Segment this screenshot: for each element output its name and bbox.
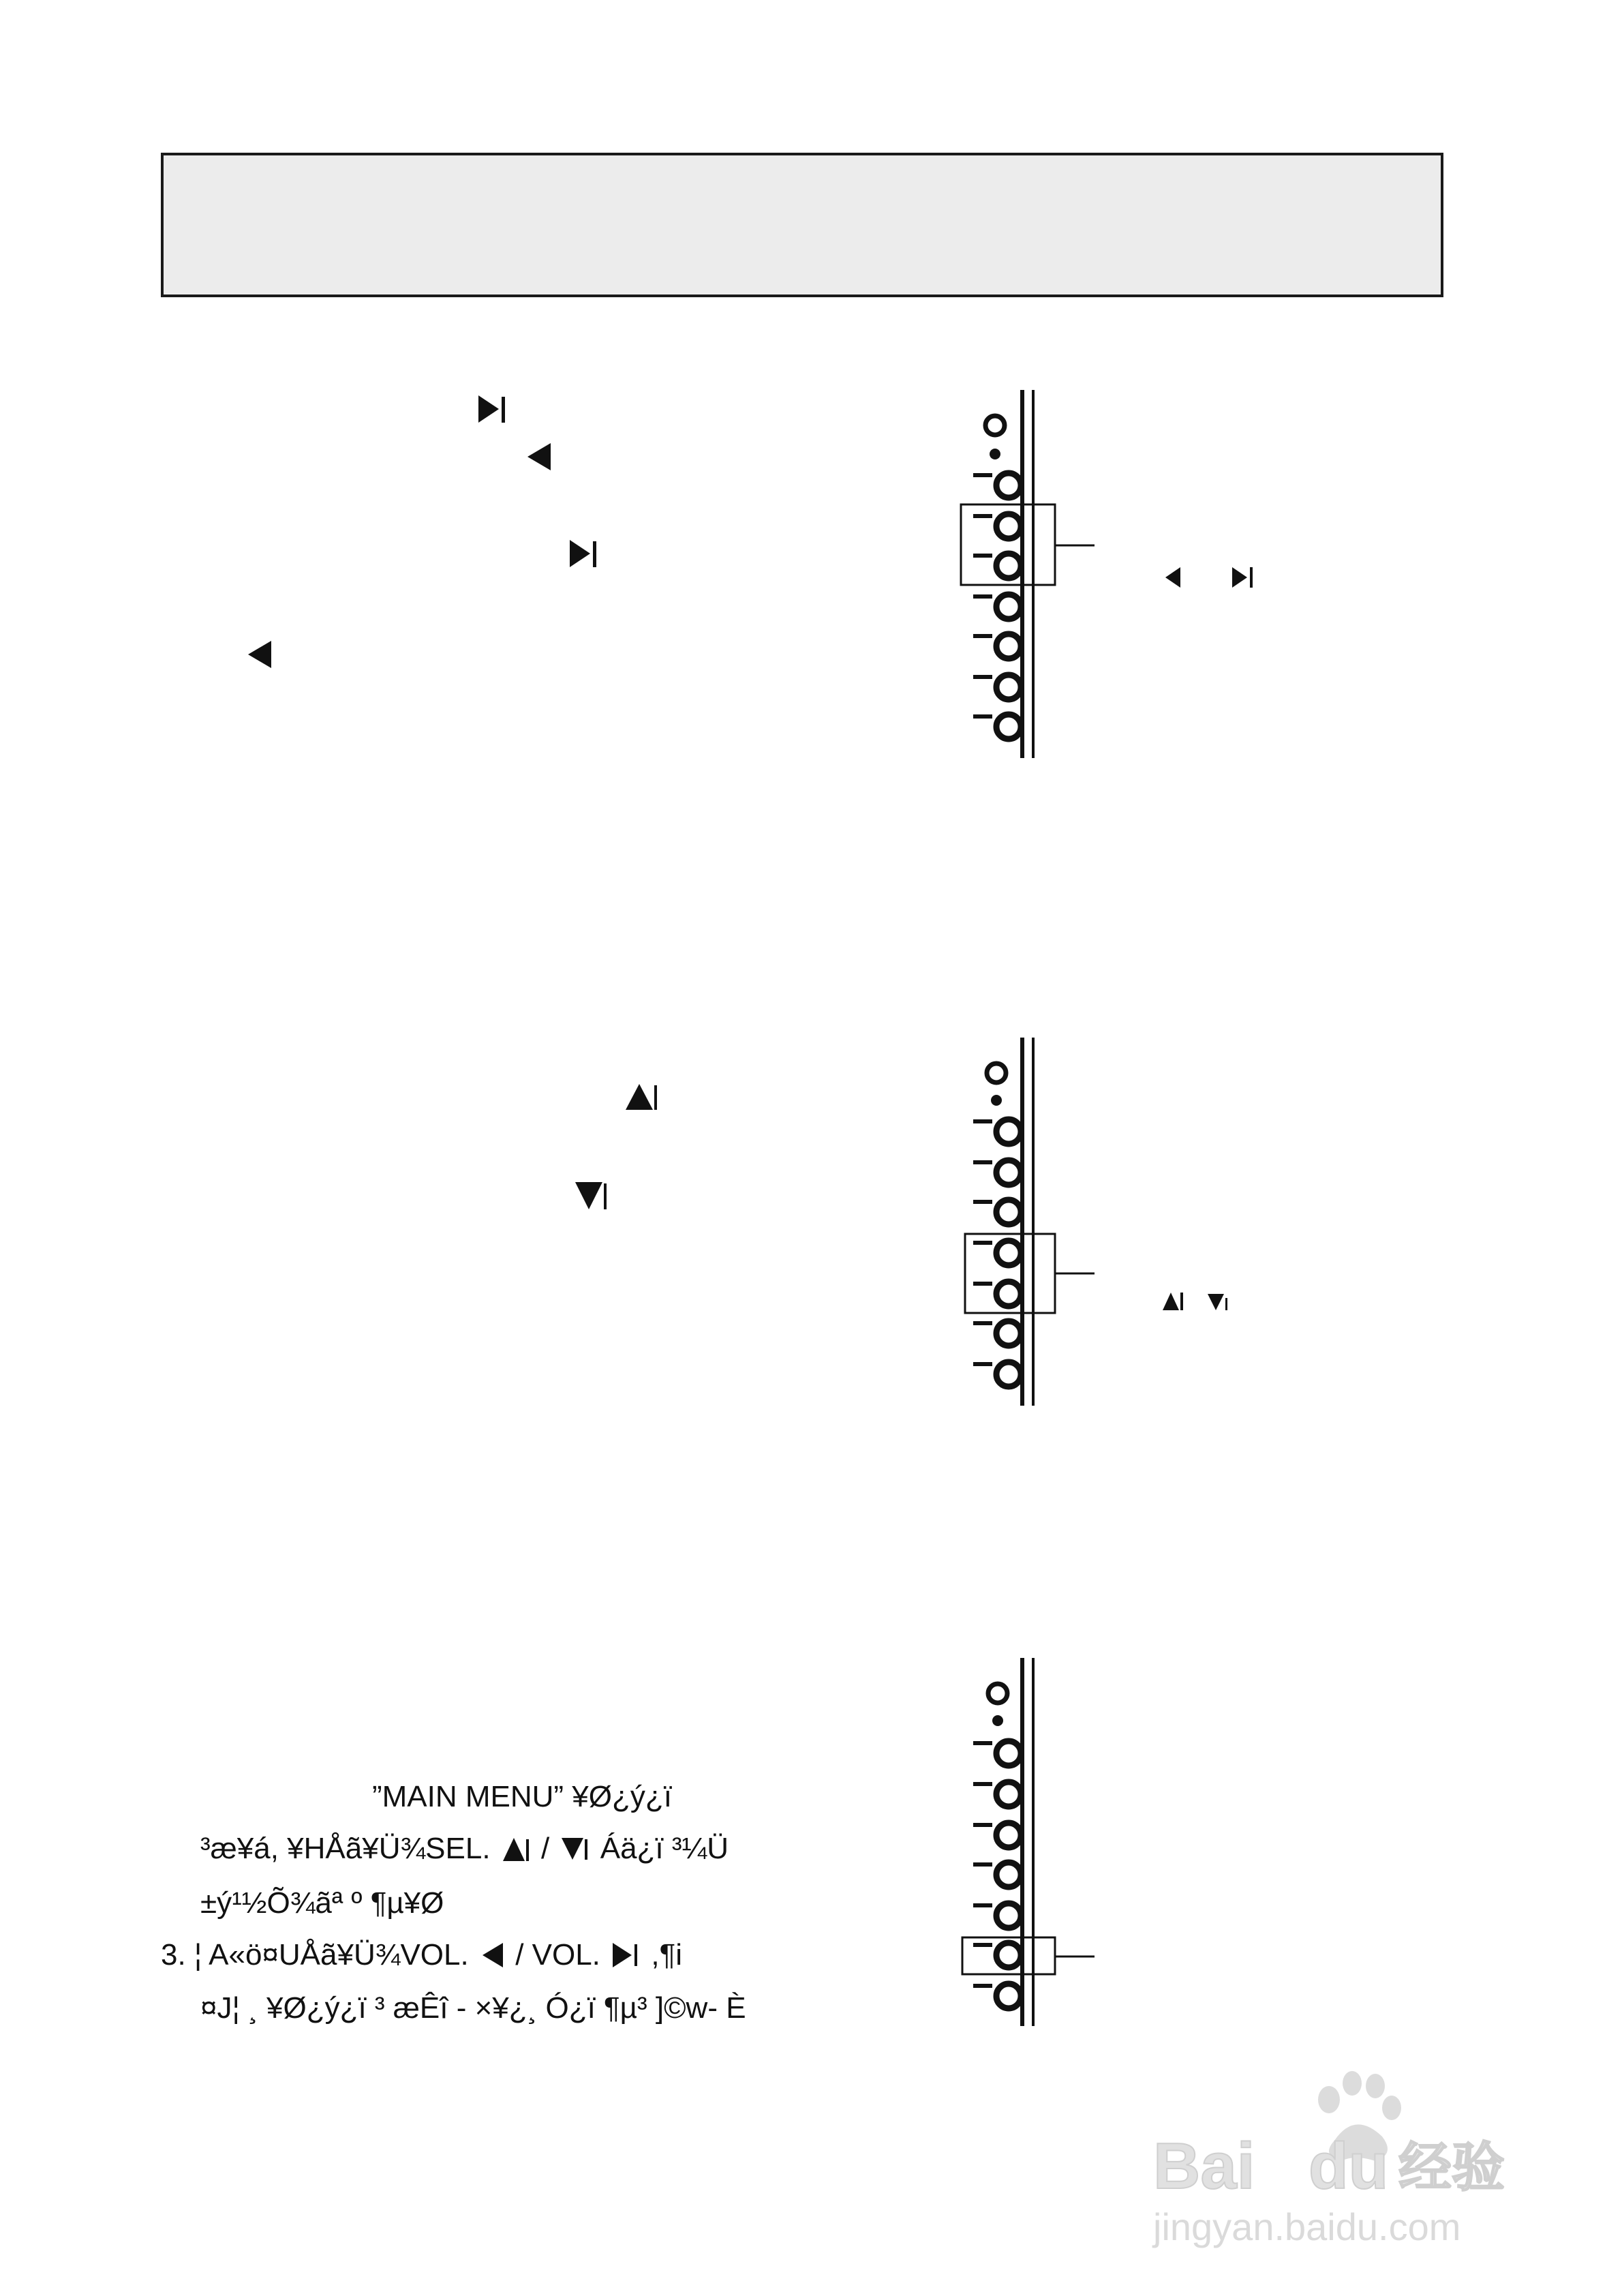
text-line — [200, 1886, 444, 1921]
watermark-url: jingyan.baidu.com — [1153, 2205, 1461, 2248]
left-arrow-icon — [245, 639, 273, 669]
header-box — [161, 153, 1443, 297]
text-line — [200, 1831, 729, 1867]
text-line — [200, 1991, 746, 2026]
watermark-brand: Bai — [1153, 2130, 1255, 2203]
up-arrow-icon — [502, 1835, 530, 1862]
text-line-4-tail: ,¶i — [651, 1938, 683, 1972]
text-line — [161, 1937, 682, 1973]
slash-separator: / — [515, 1938, 532, 1972]
left-arrow-icon — [480, 1942, 504, 1969]
slash-separator: / — [541, 1832, 558, 1865]
control-panel-diagram — [940, 1038, 1363, 1413]
text-line — [372, 1779, 672, 1815]
control-panel-diagram — [940, 1658, 1363, 2040]
text-line-5: ¤J¦ ¸ ¥Ø¿ý¿ï ³ æÊî - ×¥¿¸ Ó¿ï ¶µ³ ]©w- È — [200, 1991, 746, 2025]
up-arrow-icon — [624, 1081, 658, 1111]
text-line-2: ³æ¥á, ¥HÅã¥Ü¾SEL. — [200, 1832, 491, 1865]
left-arrow-icon — [525, 442, 552, 472]
down-arrow-icon — [560, 1835, 589, 1862]
vol-label: VOL. — [532, 1938, 600, 1972]
next-track-icon — [568, 539, 600, 569]
baidu-jingyan-watermark — [1150, 2052, 1532, 2256]
text-line-4: 3. ¦ A«ö¤UÅã¥Ü¾VOL. — [161, 1938, 469, 1972]
text-line-1: ”MAIN MENU” ¥Ø¿ý¿ï — [372, 1780, 672, 1813]
text-line-2-tail: Áä¿ï ³¼Ü — [600, 1832, 729, 1865]
down-arrow-icon — [574, 1179, 608, 1212]
next-track-icon — [477, 394, 508, 424]
next-track-icon — [611, 1942, 640, 1969]
text-line-3: ±ý¹½Õ¾ãª º ¶µ¥Ø — [200, 1886, 444, 1920]
control-panel-diagram — [940, 390, 1363, 765]
watermark-cn: 经验 — [1398, 2137, 1505, 2197]
watermark-brand2: du — [1309, 2130, 1389, 2203]
